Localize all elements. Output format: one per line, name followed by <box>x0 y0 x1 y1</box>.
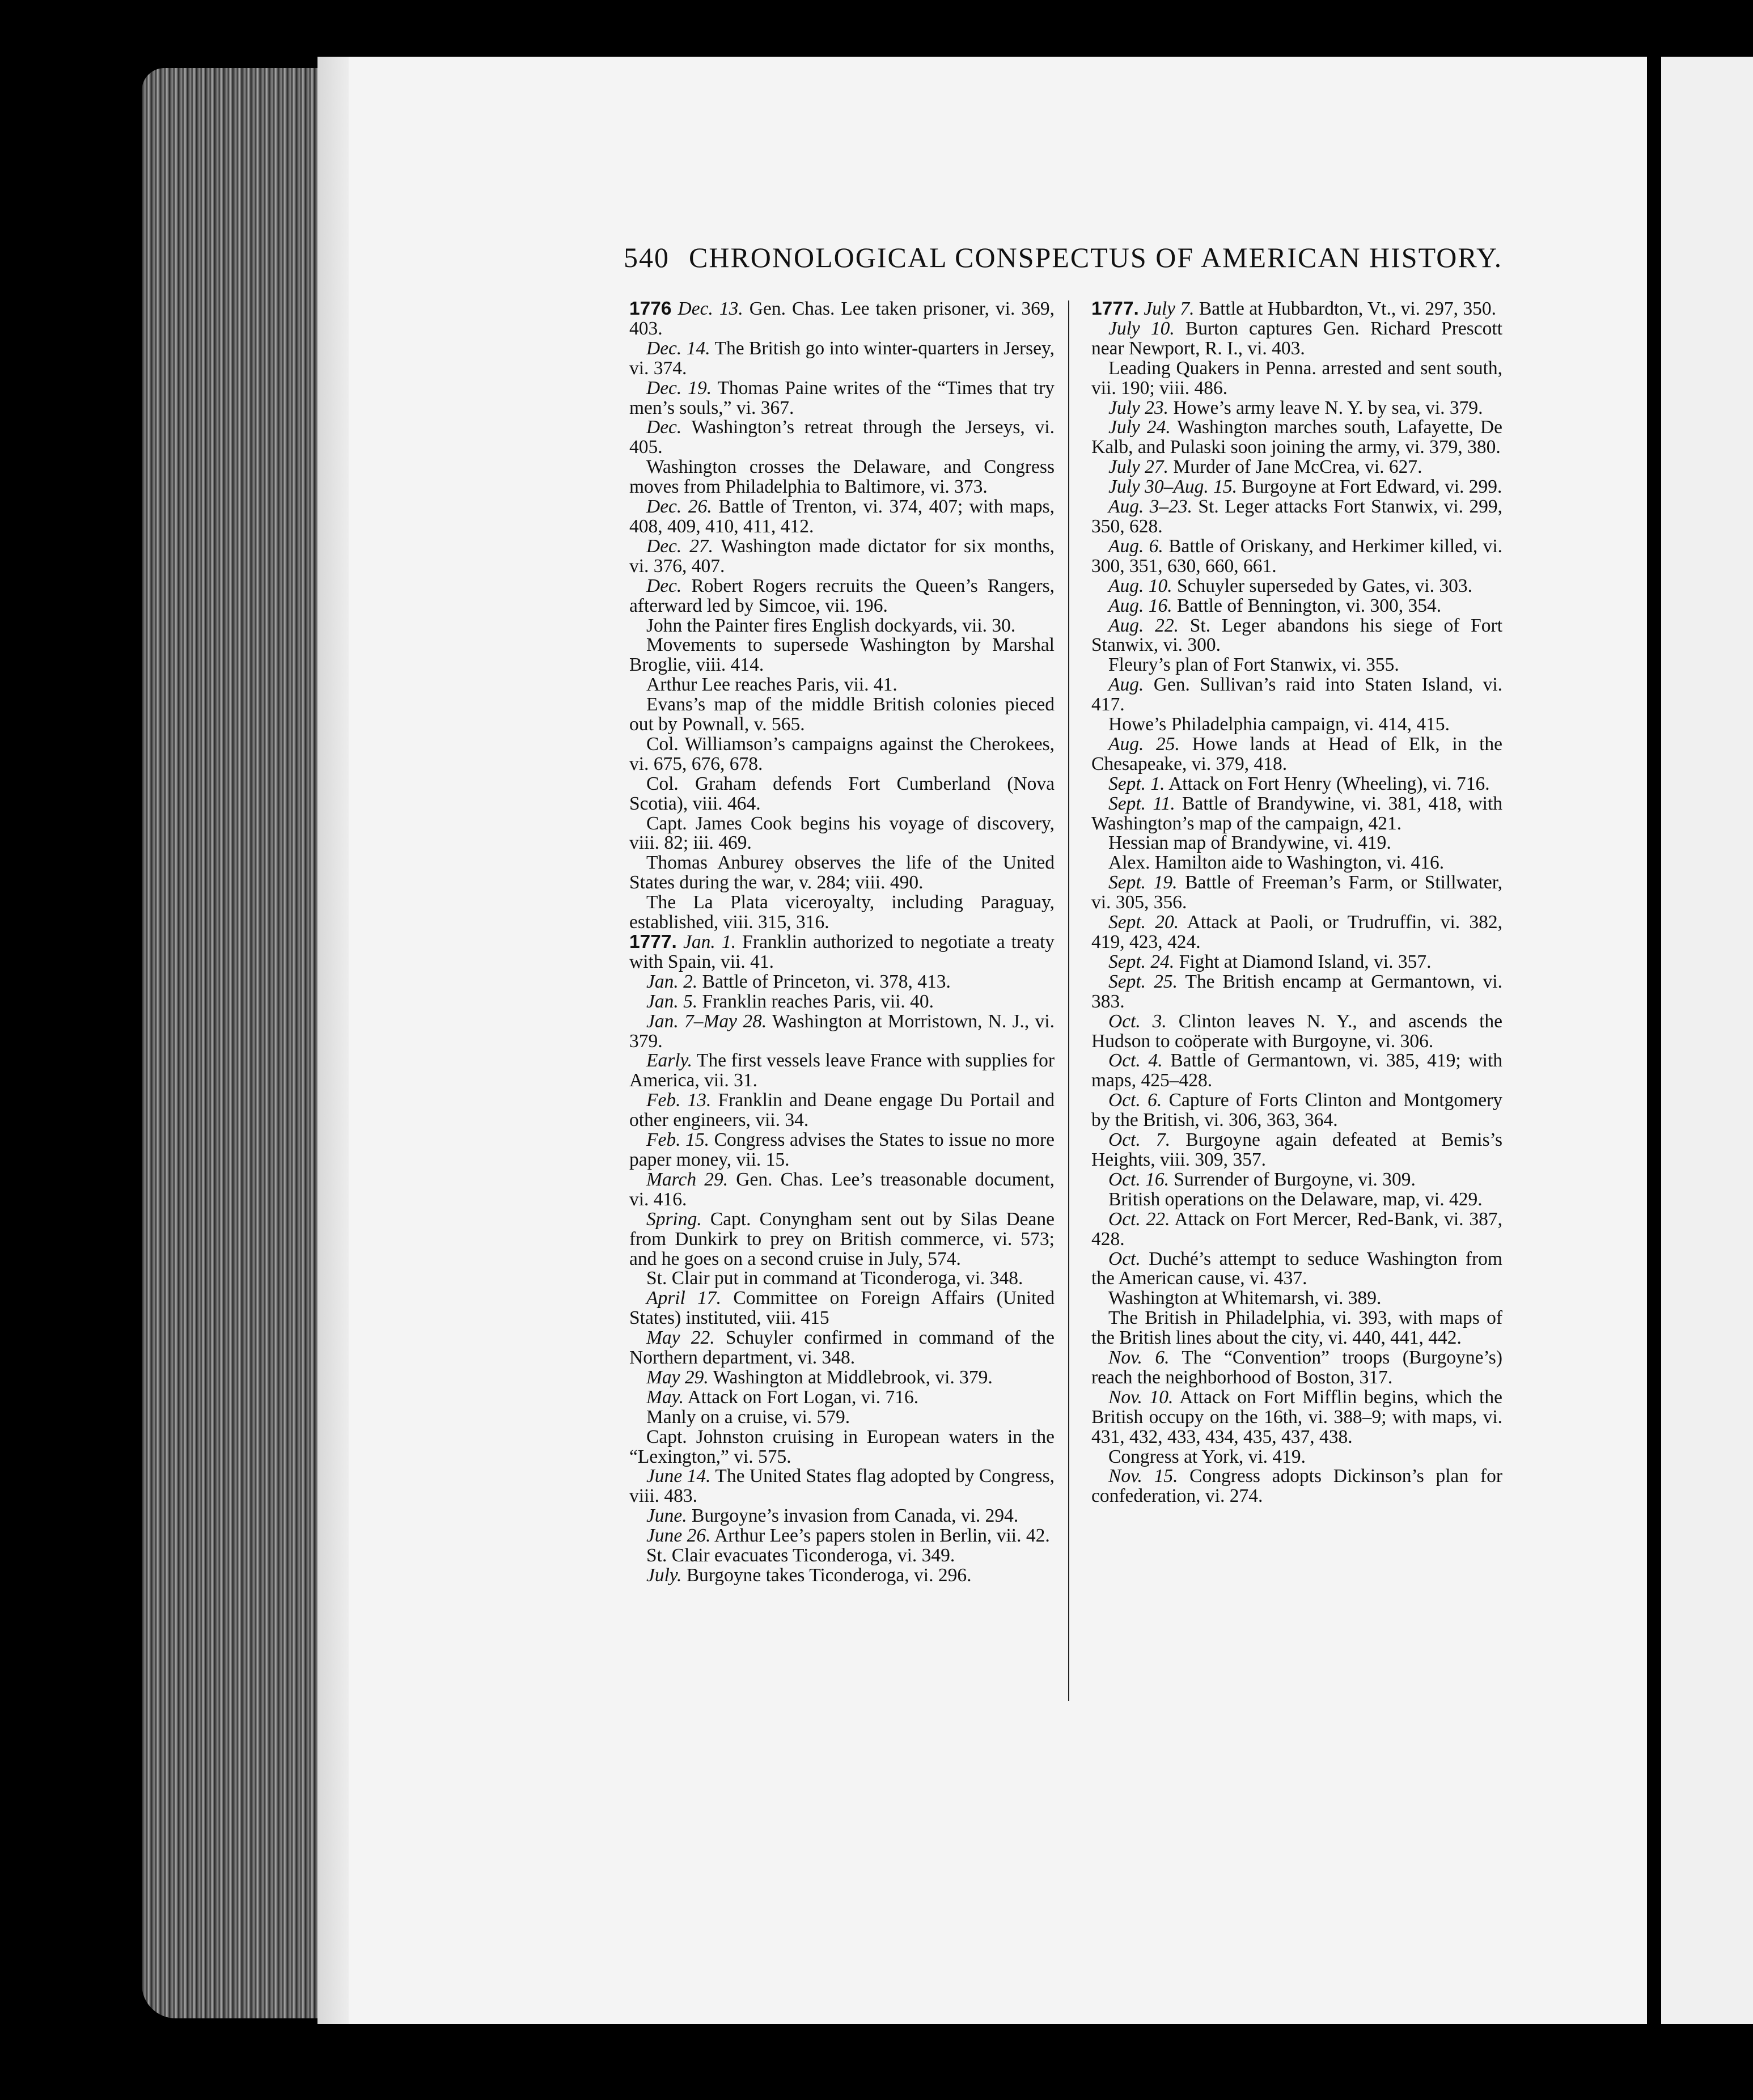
chronology-entry <box>1091 359 1502 399</box>
entry-date: Sept. 25. <box>1108 971 1178 992</box>
running-title: CHRONOLOGICAL CONSPECTUS OF AMERICAN HISTORY. <box>689 242 1503 273</box>
entry-date: June. <box>646 1505 687 1527</box>
entry-date: Jan. 7–May 28. <box>646 1010 767 1032</box>
entry-text: Burton captures Gen. Richard Prescott near Newport, R. I., vi. 403. <box>1091 317 1503 359</box>
entry-date: April 17. <box>646 1288 722 1309</box>
entry-text: Battle of Freeman’s Farm, or Stillwater, vi. 305, 356. <box>1091 872 1502 913</box>
entry-year: 1777. <box>629 932 677 952</box>
entry-text: Congress adopts Dickinson’s plan for confederation, vi. 274. <box>1091 1466 1502 1507</box>
entry-text: Committee on Foreign Affairs (United States) instituted, viii. 415 <box>629 1288 1055 1329</box>
entry-date: Dec. <box>646 575 682 596</box>
entry-text: Attack at Paoli, or Trudruffin, vi. 382, 419, 423, 424. <box>1091 912 1502 952</box>
entry-date: Sept. 1. <box>1108 773 1165 794</box>
entry-date: Dec. 13. <box>678 298 743 319</box>
entry-date: Sept. 24. <box>1108 951 1175 972</box>
entry-date: Aug. 25. <box>1108 733 1180 755</box>
entry-text: Washington marches south, Lafayette, De Kalb, and Pulaski soon joining the army, vi. 379, 380. <box>1091 417 1502 458</box>
entry-date: Oct. 4. <box>1108 1050 1163 1072</box>
entry-text: Washington at Middlebrook, vi. 379. <box>713 1366 993 1388</box>
entry-date: Early. <box>646 1050 692 1072</box>
chronology-entry <box>629 636 1055 675</box>
book-page-edges <box>142 68 346 2018</box>
entry-date: Dec. 19. <box>646 377 712 399</box>
chronology-entry <box>629 1269 1055 1289</box>
entry-text: John the Painter fires English dockyards, vii. 30. <box>646 615 1016 636</box>
chronology-entry <box>629 537 1055 577</box>
entry-text: Franklin reaches Paris, vii. 40. <box>702 990 934 1012</box>
entry-text: Fight at Diamond Island, vi. 357. <box>1179 951 1432 972</box>
chronology-entry <box>1091 715 1502 735</box>
entry-text: Manly on a cruise, vi. 579. <box>646 1406 850 1428</box>
entry-text: Duché’s attempt to seduce Washington from the American cause, vi. 437. <box>1091 1248 1502 1289</box>
entry-year: 1776 <box>629 298 672 319</box>
entry-text: Washington at Whitemarsh, vi. 389. <box>1108 1288 1382 1309</box>
entry-text: The British go into winter-quarters in Jersey, vi. 374. <box>629 337 1055 379</box>
entry-text: The British encamp at Germantown, vi. 383. <box>1091 971 1502 1012</box>
entry-text: Gen. Sullivan’s raid into Staten Island, vi. 417. <box>1091 674 1502 715</box>
entry-date: Oct. 6. <box>1108 1090 1162 1111</box>
chronology-entry <box>1091 1012 1502 1052</box>
entry-text: Capt. James Cook begins his voyage of discovery, viii. 82; iii. 469. <box>629 812 1055 854</box>
entry-text: Thomas Paine writes of the “Times that try men’s souls,” vi. 367. <box>629 377 1055 418</box>
chronology-entry <box>1091 833 1502 853</box>
page-number: 540 <box>624 242 670 273</box>
entry-date: June 26. <box>646 1525 711 1547</box>
entry-date: Jan. 5. <box>646 990 698 1012</box>
entry-text: Battle of Germantown, vi. 385, 419; with maps, 425–428. <box>1091 1050 1503 1091</box>
chronology-entry <box>1091 458 1502 477</box>
chronology-entry <box>629 1388 1055 1408</box>
chronology-entry <box>629 1506 1055 1526</box>
chronology-entry <box>629 1566 1055 1586</box>
entry-text: Washington at Morristown, N. J., vi. 379. <box>629 1010 1055 1052</box>
entry-date: Sept. 20. <box>1108 912 1179 933</box>
entry-text: Howe lands at Head of Elk, in the Chesapeake, vi. 379, 418. <box>1091 733 1503 774</box>
entry-date: July 23. <box>1108 397 1169 418</box>
chronology-entry <box>629 1408 1055 1428</box>
entry-year: 1777. <box>1091 298 1139 319</box>
chronology-entry <box>629 418 1055 458</box>
chronology-entry <box>629 814 1055 854</box>
entry-text: Schuyler confirmed in command of the Northern department, vi. 348. <box>629 1327 1055 1369</box>
chronology-entry <box>1091 655 1502 675</box>
entry-text: British operations on the Delaware, map, vi. 429. <box>1108 1188 1483 1210</box>
chronology-entry <box>1091 1388 1502 1447</box>
chronology-entry <box>1091 1348 1502 1388</box>
entry-text: Franklin and Deane engage Du Portail and other engineers, vii. 34. <box>629 1090 1055 1131</box>
chronology-entry <box>629 577 1055 616</box>
entry-text: Col. Graham defends Fort Cumberland (Nova Scotia), viii. 464. <box>629 773 1055 814</box>
entry-date: Nov. 6. <box>1108 1347 1170 1369</box>
chronology-entry <box>629 339 1055 379</box>
left-column <box>629 299 1055 1586</box>
chronology-entry <box>1091 1467 1502 1506</box>
entry-text: Surrender of Burgoyne, vi. 309. <box>1174 1168 1416 1190</box>
entry-text: Battle of Princeton, vi. 378, 413. <box>702 971 951 992</box>
entry-date: Dec. 14. <box>646 337 710 359</box>
entry-text: Howe’s Philadelphia campaign, vi. 414, 415. <box>1108 714 1450 735</box>
entry-text: Battle of Oriskany, and Herkimer killed, vi. 300, 351, 630, 660, 661. <box>1091 535 1503 577</box>
chronology-entry <box>629 458 1055 497</box>
entry-date: Spring. <box>646 1208 702 1230</box>
entry-date: July 7. <box>1144 298 1195 319</box>
entry-text: St. Leger attacks Fort Stanwix, vi. 299, 350, 628. <box>1091 496 1503 537</box>
entry-date: Feb. 13. <box>646 1090 712 1111</box>
entry-text: Franklin authorized to negotiate a treaty with Spain, vii. 41. <box>629 932 1055 972</box>
entry-date: Nov. 10. <box>1108 1386 1174 1408</box>
right-column <box>1091 299 1502 1506</box>
entry-text: Capt. Johnston cruising in European waters in the “Lexington,” vi. 575. <box>629 1426 1055 1467</box>
entry-date: July 30–Aug. 15. <box>1108 476 1238 498</box>
chronology-entry <box>1091 735 1502 774</box>
chronology-entry <box>629 1428 1055 1467</box>
chronology-entry <box>1091 1190 1502 1210</box>
entry-text: Murder of Jane McCrea, vi. 627. <box>1173 456 1422 478</box>
chronology-entry <box>629 1526 1055 1546</box>
column-rule <box>1068 300 1069 1701</box>
entry-text: Burgoyne takes Ticonderoga, vi. 296. <box>686 1565 972 1586</box>
chronology-entry <box>629 853 1055 893</box>
entry-date: July 27. <box>1108 456 1169 478</box>
chronology-entry <box>629 616 1055 636</box>
entry-text: Capt. Conyngham sent out by Silas Deane from Dunkirk to prey on British commerce, vi. 573; and he goes on a second cruise in July, 574. <box>629 1208 1055 1269</box>
entry-date: Sept. 19. <box>1108 872 1178 894</box>
entry-date: Oct. 7. <box>1108 1129 1171 1151</box>
entry-date: June 14. <box>646 1466 711 1487</box>
entry-date: March 29. <box>646 1168 729 1190</box>
entry-date: Oct. 16. <box>1108 1168 1169 1190</box>
chronology-entry <box>1091 616 1502 656</box>
entry-text: The “Convention” troops (Burgoyne’s) reach the neighborhood of Boston, 317. <box>1091 1347 1502 1388</box>
chronology-entry <box>1091 497 1502 537</box>
chronology-entry <box>1091 675 1502 715</box>
entry-date: Feb. 15. <box>646 1129 709 1151</box>
chronology-entry <box>1091 537 1502 577</box>
entry-date: Oct. 3. <box>1108 1010 1167 1032</box>
facing-page-edge <box>1661 57 1753 2024</box>
chronology-entry <box>1091 299 1502 319</box>
entry-text: Col. Williamson’s campaigns against the Cherokees, vi. 675, 676, 678. <box>629 733 1055 774</box>
entry-text: Burgoyne at Fort Edward, vi. 299. <box>1242 476 1502 498</box>
entry-text: Congress at York, vi. 419. <box>1108 1446 1306 1467</box>
chronology-entry <box>629 1210 1055 1269</box>
entry-text: Attack on Fort Logan, vi. 716. <box>687 1386 919 1408</box>
entry-date: Dec. 27. <box>646 535 714 557</box>
chronology-entry <box>1091 1051 1502 1091</box>
entry-date: May 22. <box>646 1327 715 1349</box>
entry-date: Aug. 6. <box>1108 535 1163 557</box>
entry-date: Aug. 22. <box>1108 615 1179 636</box>
chronology-entry <box>1091 1091 1502 1131</box>
entry-text: Burgoyne again defeated at Bemis’s Heights, viii. 309, 357. <box>1091 1129 1502 1170</box>
entry-text: Attack on Fort Mercer, Red-Bank, vi. 387, 428. <box>1091 1208 1503 1250</box>
entry-text: Burgoyne’s invasion from Canada, vi. 294. <box>692 1505 1019 1527</box>
entry-text: The La Plata viceroyalty, including Paraguay, established, viii. 315, 316. <box>629 892 1055 933</box>
chronology-entry <box>629 1012 1055 1052</box>
chronology-entry <box>629 1289 1055 1328</box>
entry-text: Congress advises the States to issue no more paper money, vii. 15. <box>629 1129 1055 1170</box>
entry-date: July. <box>646 1565 682 1586</box>
chronology-entry <box>1091 1131 1502 1170</box>
entry-date: Aug. 16. <box>1108 595 1172 616</box>
entry-date: Aug. <box>1108 674 1144 696</box>
chronology-entry <box>1091 774 1502 794</box>
entry-text: Thomas Anburey observes the life of the United States during the war, v. 284; viii. 490. <box>629 852 1055 894</box>
entry-text: Gen. Chas. Lee taken prisoner, vi. 369, 403. <box>629 298 1055 339</box>
entry-text: Robert Rogers recruits the Queen’s Rangers, afterward led by Simcoe, vii. 196. <box>629 575 1055 616</box>
chronology-entry <box>1091 913 1502 952</box>
entry-text: Attack on Fort Henry (Wheeling), vi. 716. <box>1168 773 1490 794</box>
entry-date: July 24. <box>1108 417 1171 438</box>
chronology-entry <box>1091 873 1502 913</box>
entry-date: Aug. 3–23. <box>1108 496 1193 518</box>
entry-text: Battle of Trenton, vi. 374, 407; with maps, 408, 409, 410, 411, 412. <box>629 496 1055 537</box>
chronology-entry <box>1091 972 1502 1012</box>
chronology-entry <box>629 695 1055 735</box>
entry-text: Battle of Brandywine, vi. 381, 418, with Washington’s map of the campaign, 421. <box>1091 793 1503 834</box>
entry-text: Arthur Lee’s papers stolen in Berlin, vii. 42. <box>714 1525 1050 1547</box>
chronology-entry <box>629 992 1055 1012</box>
chronology-entry <box>629 735 1055 774</box>
entry-text: Washington crosses the Delaware, and Congress moves from Philadelphia to Baltimore, vi. 373. <box>629 456 1055 498</box>
chronology-entry <box>1091 1210 1502 1250</box>
entry-date: Aug. 10. <box>1108 575 1172 596</box>
chronology-entry <box>1091 477 1502 497</box>
entry-text: The United States flag adopted by Congress, viii. 483. <box>629 1466 1055 1507</box>
chronology-entry <box>629 1368 1055 1388</box>
entry-text: Leading Quakers in Penna. arrested and sent south, vii. 190; viii. 486. <box>1091 357 1502 399</box>
chronology-entry <box>629 1091 1055 1131</box>
chronology-entry <box>1091 319 1502 359</box>
entry-text: Clinton leaves N. Y., and ascends the Hudson to coöperate with Burgoyne, vi. 306. <box>1091 1010 1502 1052</box>
chronology-entry <box>629 299 1055 339</box>
chronology-entry <box>629 972 1055 992</box>
entry-text: Hessian map of Brandywine, vi. 419. <box>1108 832 1391 854</box>
entry-text: St. Leger abandons his siege of Fort Stanwix, vi. 300. <box>1091 615 1503 656</box>
chronology-entry <box>1091 577 1502 596</box>
chronology-entry <box>629 1051 1055 1091</box>
page-header <box>624 241 1503 281</box>
chronology-entry <box>1091 1447 1502 1467</box>
chronology-entry <box>1091 418 1502 458</box>
entry-date: Dec. 26. <box>646 496 712 518</box>
entry-date: Sept. 11. <box>1108 793 1175 814</box>
chronology-entry <box>1091 853 1502 873</box>
entry-text: Battle at Hubbardton, Vt., vi. 297, 350. <box>1199 298 1497 319</box>
chronology-entry <box>629 893 1055 933</box>
entry-text: Evans’s map of the middle British colonies pieced out by Pownall, v. 565. <box>629 694 1055 735</box>
chronology-entry <box>1091 1289 1502 1309</box>
chronology-entry <box>629 1546 1055 1566</box>
chronology-entry <box>629 1170 1055 1210</box>
entry-date: July 10. <box>1108 317 1175 339</box>
chronology-entry <box>1091 952 1502 972</box>
chronology-entry <box>1091 1309 1502 1348</box>
chronology-entry <box>629 1131 1055 1170</box>
entry-date: Jan. 1. <box>683 932 736 952</box>
chronology-entry <box>629 675 1055 695</box>
entry-text: Movements to supersede Washington by Marshal Broglie, viii. 414. <box>629 634 1055 676</box>
chronology-entry <box>1091 1250 1502 1289</box>
entry-text: Gen. Chas. Lee’s treasonable document, vi. 416. <box>629 1168 1055 1210</box>
chronology-entry <box>1091 794 1502 834</box>
entry-text: Washington made dictator for six months, vi. 376, 407. <box>629 535 1055 577</box>
entry-text: Capture of Forts Clinton and Montgomery by the British, vi. 306, 363, 364. <box>1091 1090 1503 1131</box>
chronology-entry <box>1091 399 1502 418</box>
chronology-entry <box>629 1328 1055 1368</box>
chronology-entry <box>629 497 1055 537</box>
entry-date: May. <box>646 1386 684 1408</box>
entry-date: Nov. 15. <box>1108 1466 1178 1487</box>
entry-text: Arthur Lee reaches Paris, vii. 41. <box>646 674 897 696</box>
chronology-entry <box>629 1467 1055 1506</box>
entry-date: Jan. 2. <box>646 971 698 992</box>
entry-date: May 29. <box>646 1366 709 1388</box>
entry-text: Schuyler superseded by Gates, vi. 303. <box>1176 575 1472 596</box>
entry-text: Howe’s army leave N. Y. by sea, vi. 379. <box>1173 397 1483 418</box>
entry-date: Oct. <box>1108 1248 1141 1269</box>
entry-text: Attack on Fort Mifflin begins, which the British occupy on the 16th, vi. 388–9; with maps, vi. 431, 432, 433, 434, 435, 437, 438. <box>1091 1386 1502 1447</box>
entry-text: Washington’s retreat through the Jerseys, vi. 405. <box>629 417 1055 458</box>
chronology-entry <box>629 774 1055 814</box>
entry-date: Dec. <box>646 417 682 438</box>
entry-text: The first vessels leave France with supplies for America, vii. 31. <box>629 1050 1055 1091</box>
entry-text: Battle of Bennington, vi. 300, 354. <box>1176 595 1442 616</box>
entry-text: Alex. Hamilton aide to Washington, vi. 416. <box>1108 852 1445 874</box>
chronology-entry <box>1091 1170 1502 1190</box>
entry-date: Oct. 22. <box>1108 1208 1170 1230</box>
chronology-entry <box>629 933 1055 972</box>
chronology-entry <box>1091 596 1502 616</box>
entry-text: The British in Philadelphia, vi. 393, with maps of the British lines about the city, vi. 440, 441, 442. <box>1091 1307 1502 1349</box>
chronology-entry <box>629 379 1055 418</box>
entry-text: St. Clair put in command at Ticonderoga, vi. 348. <box>646 1268 1023 1289</box>
entry-text: St. Clair evacuates Ticonderoga, vi. 349. <box>646 1545 955 1566</box>
entry-text: Fleury’s plan of Fort Stanwix, vi. 355. <box>1108 654 1399 676</box>
